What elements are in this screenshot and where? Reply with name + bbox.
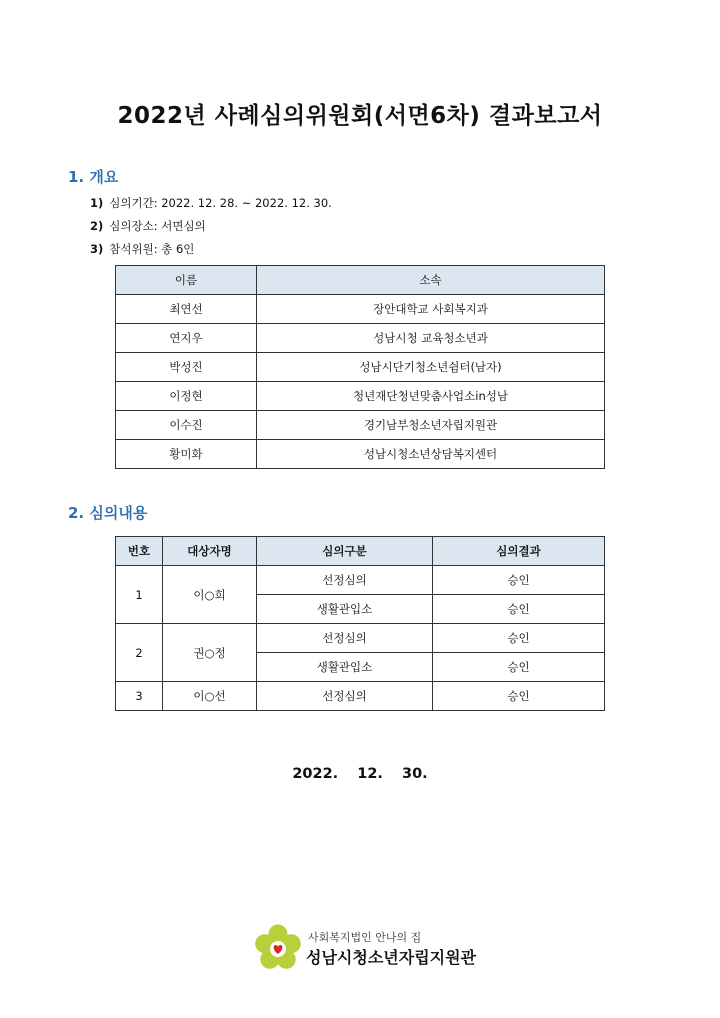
case-number: 3 bbox=[116, 682, 163, 711]
overview-item-text: 심의장소: 서면심의 bbox=[109, 219, 206, 233]
member-name: 최연선 bbox=[116, 295, 257, 324]
member-affiliation: 장안대학교 사회복지과 bbox=[257, 295, 605, 324]
member-affiliation: 성남시청 교육청소년과 bbox=[257, 324, 605, 353]
section-overview-heading: 1. 개요 bbox=[68, 168, 119, 186]
subject-name: 이○희 bbox=[163, 566, 257, 624]
member-affiliation: 경기남부청소년자립지원관 bbox=[257, 411, 605, 440]
review-type: 생활관입소 bbox=[257, 595, 433, 624]
member-name: 박성진 bbox=[116, 353, 257, 382]
table-row bbox=[116, 295, 605, 324]
member-affiliation: 성남시단기청소년쉼터(남자) bbox=[257, 353, 605, 382]
member-affiliation: 청년재단청년맞춤사업소in성남 bbox=[257, 382, 605, 411]
review-results-table bbox=[115, 536, 605, 711]
review-type: 선정심의 bbox=[257, 682, 433, 711]
overview-item-number: 1) bbox=[90, 196, 104, 210]
review-result: 승인 bbox=[433, 566, 605, 595]
report-date: 2022. 12. 30. bbox=[292, 766, 428, 782]
member-name: 연지우 bbox=[116, 324, 257, 353]
table-header-row bbox=[116, 266, 605, 295]
review-type: 선정심의 bbox=[257, 566, 433, 595]
table-row bbox=[116, 411, 605, 440]
table-row bbox=[116, 566, 605, 595]
organization-name: 성남시청소년자립지원관 bbox=[306, 948, 477, 967]
subject-name: 권○정 bbox=[163, 624, 257, 682]
table-row bbox=[116, 353, 605, 382]
overview-item-text: 심의기간: 2022. 12. 28. ~ 2022. 12. 30. bbox=[109, 196, 332, 210]
overview-list bbox=[90, 194, 332, 263]
member-name: 이정현 bbox=[116, 382, 257, 411]
flower-heart-logo-icon bbox=[254, 924, 302, 972]
table-row bbox=[116, 382, 605, 411]
header-name: 이름 bbox=[116, 266, 257, 295]
review-type: 선정심의 bbox=[257, 624, 433, 653]
review-result: 승인 bbox=[433, 595, 605, 624]
review-result: 승인 bbox=[433, 653, 605, 682]
header-affiliation: 소속 bbox=[257, 266, 605, 295]
table-header-row bbox=[116, 537, 605, 566]
member-affiliation: 성남시청소년상담복지센터 bbox=[257, 440, 605, 469]
header-review-type: 심의구분 bbox=[257, 537, 433, 566]
header-subject-name: 대상자명 bbox=[163, 537, 257, 566]
overview-item-place bbox=[90, 217, 332, 240]
table-row bbox=[116, 440, 605, 469]
subject-name: 이○선 bbox=[163, 682, 257, 711]
review-type: 생활관입소 bbox=[257, 653, 433, 682]
case-number: 2 bbox=[116, 624, 163, 682]
case-number: 1 bbox=[116, 566, 163, 624]
document-title: 2022년 사례심의위원회(서면6차) 결과보고서 bbox=[117, 103, 603, 129]
table-row bbox=[116, 682, 605, 711]
review-result: 승인 bbox=[433, 682, 605, 711]
overview-item-number: 2) bbox=[90, 219, 104, 233]
overview-item-text: 참석위원: 총 6인 bbox=[109, 242, 195, 256]
review-result: 승인 bbox=[433, 624, 605, 653]
section-review-heading: 2. 심의내용 bbox=[68, 504, 148, 522]
table-row bbox=[116, 324, 605, 353]
overview-item-number: 3) bbox=[90, 242, 104, 256]
member-name: 황미화 bbox=[116, 440, 257, 469]
overview-item-period bbox=[90, 194, 332, 217]
organization-parent: 사회복지법인 안나의 집 bbox=[308, 931, 422, 944]
header-review-result: 심의결과 bbox=[433, 537, 605, 566]
committee-members-table bbox=[115, 265, 605, 469]
overview-item-members bbox=[90, 240, 332, 263]
header-number: 번호 bbox=[116, 537, 163, 566]
member-name: 이수진 bbox=[116, 411, 257, 440]
table-row bbox=[116, 624, 605, 653]
